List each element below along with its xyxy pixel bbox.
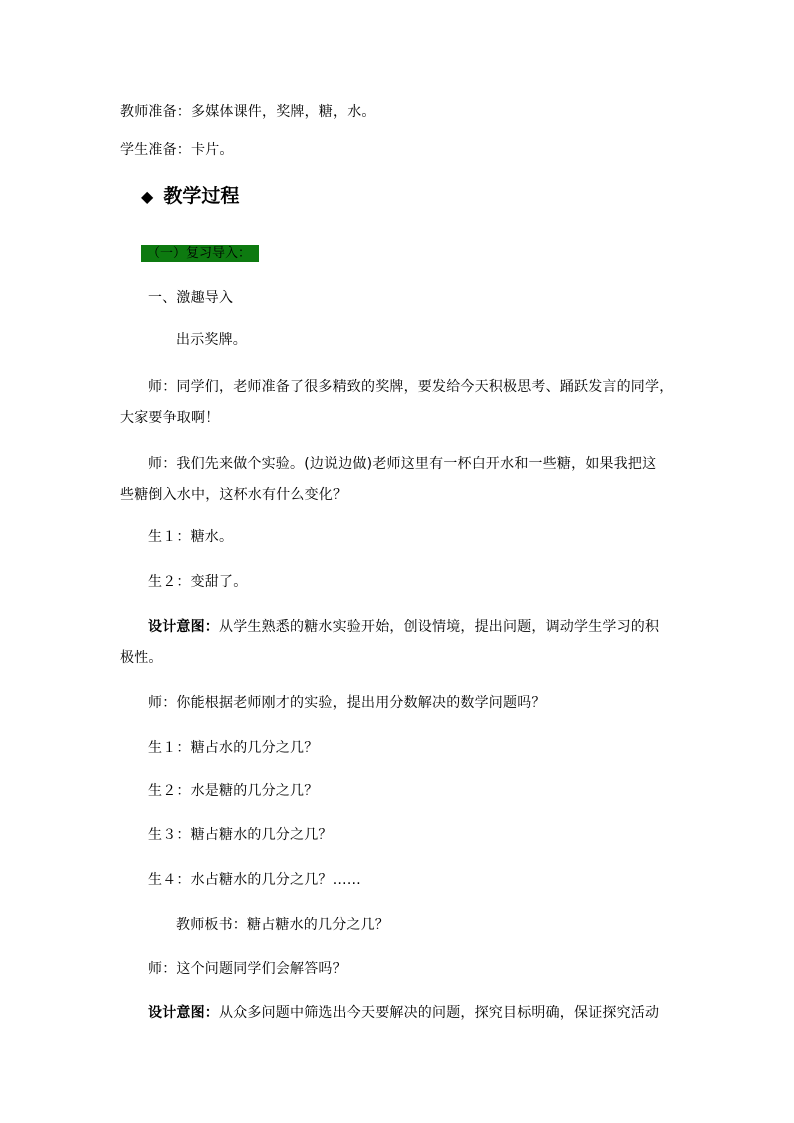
paragraph: 生３：糖占糖水的几分之几？ — [148, 827, 333, 843]
paragraph-continuation: 大家要争取啊！ — [120, 410, 220, 426]
paragraph-continuation: 极性。 — [120, 650, 163, 666]
design-intent-text: 从学生熟悉的糖水实验开始，创设情境，提出问题，调动学生学习的积 — [219, 619, 660, 635]
diamond-bullet-icon: ◆ — [141, 187, 154, 206]
paragraph: 一、激趣导入 — [148, 290, 234, 306]
paragraph: 师：我们先来做个实验。(边说边做)老师这里有一杯白开水和一些糖，如果我把这 — [148, 456, 657, 472]
design-intent-label: 设计意图： — [148, 1005, 219, 1021]
step-tag: （一）复习导入： — [141, 245, 259, 262]
section-title: 教学过程 — [163, 185, 240, 207]
paragraph: 生１：糖水。 — [148, 529, 234, 545]
paragraph: 师：你能根据老师刚才的实验，提出用分数解决的数学问题吗？ — [148, 695, 546, 711]
paragraph: 教师板书：糖占糖水的几分之几？ — [176, 917, 389, 933]
section-heading — [141, 181, 239, 212]
paragraph-continuation: 些糖倒入水中，这杯水有什么变化？ — [120, 487, 348, 503]
paragraph: 生２：水是糖的几分之几？ — [148, 783, 319, 799]
design-intent — [148, 613, 659, 641]
paragraph: 出示奖牌。 — [176, 332, 247, 348]
design-intent — [148, 999, 659, 1027]
paragraph: 师：这个问题同学们会解答吗？ — [148, 961, 347, 977]
paragraph: 生２：变甜了。 — [148, 574, 248, 590]
student-prep: 学生准备：卡片。 — [120, 142, 234, 158]
paragraph: 生１：糖占水的几分之几？ — [148, 740, 319, 756]
teacher-prep: 教师准备：多媒体课件，奖牌，糖，水。 — [120, 104, 376, 120]
paragraph: 生４：水占糖水的几分之几？…… — [148, 872, 361, 888]
paragraph: 师：同学们，老师准备了很多精致的奖牌，要发给今天积极思考、踊跃发言的同学， — [148, 379, 674, 395]
design-intent-label: 设计意图： — [148, 619, 219, 635]
design-intent-text: 从众多问题中筛选出今天要解决的问题，探究目标明确，保证探究活动 — [219, 1005, 660, 1021]
